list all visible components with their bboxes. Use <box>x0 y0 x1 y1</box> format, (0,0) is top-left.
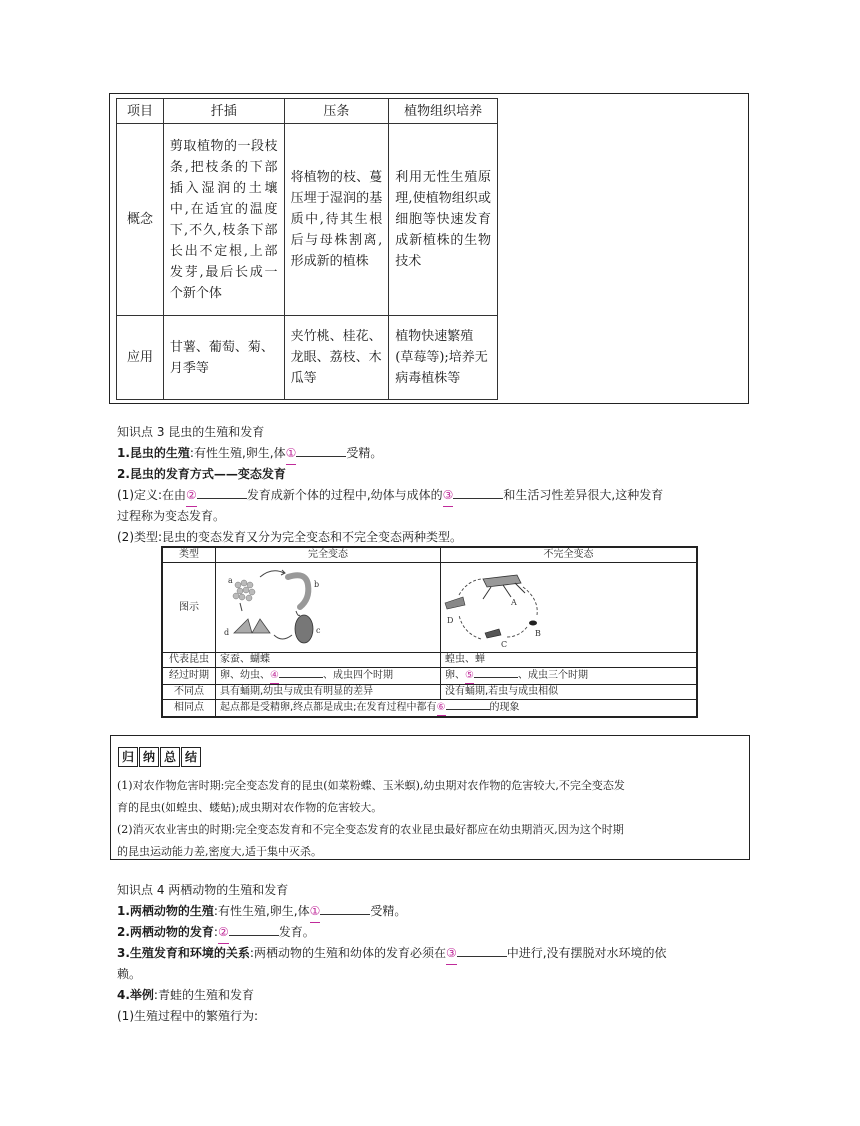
blank-line[interactable] <box>453 486 503 499</box>
adult-locust-icon <box>483 575 521 587</box>
blank-3[interactable]: ③ <box>446 943 457 965</box>
table1-header: 项目 <box>117 99 164 124</box>
t2-header: 类型 <box>162 547 216 563</box>
blank-line[interactable] <box>279 668 323 678</box>
kp4-line6: (1)生殖过程中的繁殖行为: <box>117 1009 259 1023</box>
kp4-l3-tail: 中进行,没有摆脱对水环境的依 <box>506 946 667 960</box>
table1-header: 压条 <box>284 99 389 124</box>
kp4-l2-head: 2.两栖动物的发育 <box>117 925 214 939</box>
t2-cell <box>216 700 698 718</box>
summary-p1a: (1)对农作物危害时期:完全变态发育的昆虫(如菜粉蝶、玉米螟),幼虫期对农作物的危害较大,不完全变态发 <box>117 779 625 792</box>
table1-cell: 甘薯、葡萄、菊、月季等 <box>163 316 284 400</box>
t2-cell: 蝗虫、蝉 <box>441 653 698 668</box>
kp4-l2-text: : <box>213 925 218 939</box>
kp3-line4: 过程称为变态发育。 <box>117 509 226 523</box>
stage-label: A <box>511 598 517 607</box>
blank-2[interactable]: ② <box>186 485 197 507</box>
table1-cell: 利用无性生殖原理,使植物组织或细胞等快速发育成新植株的生物技术 <box>389 124 498 316</box>
kp3-l1-text: :有性生殖,卵生,体 <box>189 446 286 460</box>
kp3-line1 <box>117 443 382 465</box>
blank-5[interactable]: ⑤ <box>465 669 474 684</box>
summary-badge <box>118 746 202 767</box>
stage-label: a <box>228 576 233 585</box>
reproduction-methods-table <box>116 98 498 400</box>
blank-1[interactable]: ① <box>286 443 297 465</box>
kp3-l3-a: (1)定义:在由 <box>117 488 187 502</box>
kp3-l1-tail: 受精。 <box>346 446 383 460</box>
t2-cell <box>441 668 698 685</box>
complete-metamorphosis-diagram <box>216 563 441 653</box>
egg-cluster-icon <box>233 580 255 601</box>
t2-cell: 具有蛹期,幼虫与成虫有明显的差异 <box>216 685 441 700</box>
t2-row-label: 经过时期 <box>162 668 216 685</box>
badge-char: 纳 <box>139 747 159 767</box>
t2-text: 的现象 <box>489 702 520 713</box>
t2-cell: 没有蛹期,若虫与成虫相似 <box>441 685 698 700</box>
kp3-title: 知识点 3 昆虫的生殖和发育 <box>117 425 265 439</box>
badge-char: 结 <box>181 747 201 767</box>
kp3-l3-b: 发育成新个体的过程中,幼体与成体的 <box>246 488 443 502</box>
blank-2[interactable]: ② <box>218 922 229 944</box>
t2-header: 不完全变态 <box>441 547 698 563</box>
silkworm-lifecycle-illustration <box>216 563 440 647</box>
moth-icon <box>234 619 270 633</box>
t2-text: 起点都是受精卵,终点都是成虫;在发育过程中都有 <box>220 702 437 713</box>
t2-row-label: 相同点 <box>162 700 216 718</box>
kp4-line5 <box>117 985 254 1006</box>
kp3-line2: 2.昆虫的发育方式——变态发育 <box>117 467 286 481</box>
t2-row-label: 不同点 <box>162 685 216 700</box>
stage-label: d <box>224 628 230 637</box>
kp4-l3-head: 3.生殖发育和环境的关系 <box>117 946 250 960</box>
t2-text: 卵、幼虫、 <box>220 670 270 681</box>
kp4-line2 <box>117 922 315 944</box>
table1-row-label: 应用 <box>117 316 164 400</box>
blank-line[interactable] <box>457 944 507 957</box>
table1-header: 扦插 <box>163 99 284 124</box>
locust-lifecycle-illustration <box>441 563 696 647</box>
kp4-l1-head: 1.两栖动物的生殖 <box>117 904 214 918</box>
summary-p2a: (2)消灭农业害虫的时期:完全变态发育和不完全变态发育的农业昆虫最好都应在幼虫期消灭,因为这个时期 <box>117 823 624 836</box>
t2-row-label: 代表昆虫 <box>162 653 216 668</box>
t2-text: 卵、 <box>445 670 465 681</box>
kp3-line3 <box>117 485 663 507</box>
kp4-l5-text: :青蛙的生殖和发育 <box>153 988 254 1002</box>
kp4-l2-tail: 发育。 <box>278 925 315 939</box>
t2-text: 、成虫三个时期 <box>517 670 588 681</box>
older-nymph-icon <box>445 597 465 609</box>
summary-text <box>117 775 742 863</box>
stage-label: c <box>316 626 321 635</box>
stage-label: B <box>535 629 541 638</box>
stage-label: D <box>447 616 454 625</box>
badge-char: 总 <box>160 747 180 767</box>
summary-p1b: 育的昆虫(如蝗虫、蝼蛄);成虫期对农作物的危害较大。 <box>117 801 383 814</box>
blank-line[interactable] <box>446 700 490 710</box>
locust-egg-icon <box>529 621 537 626</box>
table1-row-label: 概念 <box>117 124 164 316</box>
kp4-l3-text: :两栖动物的生殖和幼体的发育必须在 <box>249 946 446 960</box>
table1-cell: 将植物的枝、蔓压埋于湿润的基质中,待其生根后与母株割离,形成新的植株 <box>284 124 389 316</box>
incomplete-metamorphosis-diagram <box>441 563 698 653</box>
kp4-l5-head: 4.举例 <box>117 988 154 1002</box>
blank-line[interactable] <box>320 902 370 915</box>
t2-cell <box>216 668 441 685</box>
blank-line[interactable] <box>197 486 247 499</box>
kp3-line5: (2)类型:昆虫的变态发育又分为完全变态和不完全变态两种类型。 <box>117 530 463 544</box>
kp4-line4: 赖。 <box>117 967 142 981</box>
t2-text: 、成虫四个时期 <box>322 670 393 681</box>
larva-icon <box>288 575 308 607</box>
table1-cell: 夹竹桃、桂花、龙眼、荔枝、木瓜等 <box>284 316 389 400</box>
blank-line[interactable] <box>296 444 346 457</box>
t2-cell: 家蚕、蝴蝶 <box>216 653 441 668</box>
blank-6[interactable]: ⑥ <box>437 701 446 716</box>
blank-4[interactable]: ④ <box>270 669 279 684</box>
pupa-icon <box>295 615 313 643</box>
stage-label: C <box>501 640 508 647</box>
kp4-line3 <box>117 943 667 965</box>
blank-line[interactable] <box>229 923 279 936</box>
nymph-icon <box>485 629 501 638</box>
kp4-line1 <box>117 901 406 923</box>
kp4-title: 知识点 4 两栖动物的生殖和发育 <box>117 883 289 897</box>
kp3-l1-head: 1.昆虫的生殖 <box>117 446 190 460</box>
kp4-l1-tail: 受精。 <box>370 904 407 918</box>
metamorphosis-table <box>161 546 698 718</box>
blank-1[interactable]: ① <box>310 901 321 923</box>
blank-3[interactable]: ③ <box>443 485 454 507</box>
summary-p2b: 的昆虫运动能力差,密度大,适于集中灭杀。 <box>117 845 322 858</box>
table1-cell: 剪取植物的一段枝条,把枝条的下部插入湿润的土壤中,在适宜的温度下,不久,枝条下部长出不定根,上部发芽,最后长成一个新个体 <box>163 124 284 316</box>
t2-row-label: 图示 <box>162 563 216 653</box>
table1-cell: 植物快速繁殖(草莓等);培养无病毒植株等 <box>389 316 498 400</box>
blank-line[interactable] <box>474 668 518 678</box>
table1-header: 植物组织培养 <box>389 99 498 124</box>
kp3-l3-c: 和生活习性差异很大,这种发育 <box>503 488 664 502</box>
badge-char: 归 <box>118 747 138 767</box>
kp4-l1-text: :有性生殖,卵生,体 <box>213 904 310 918</box>
t2-header: 完全变态 <box>216 547 441 563</box>
stage-label: b <box>314 580 320 589</box>
